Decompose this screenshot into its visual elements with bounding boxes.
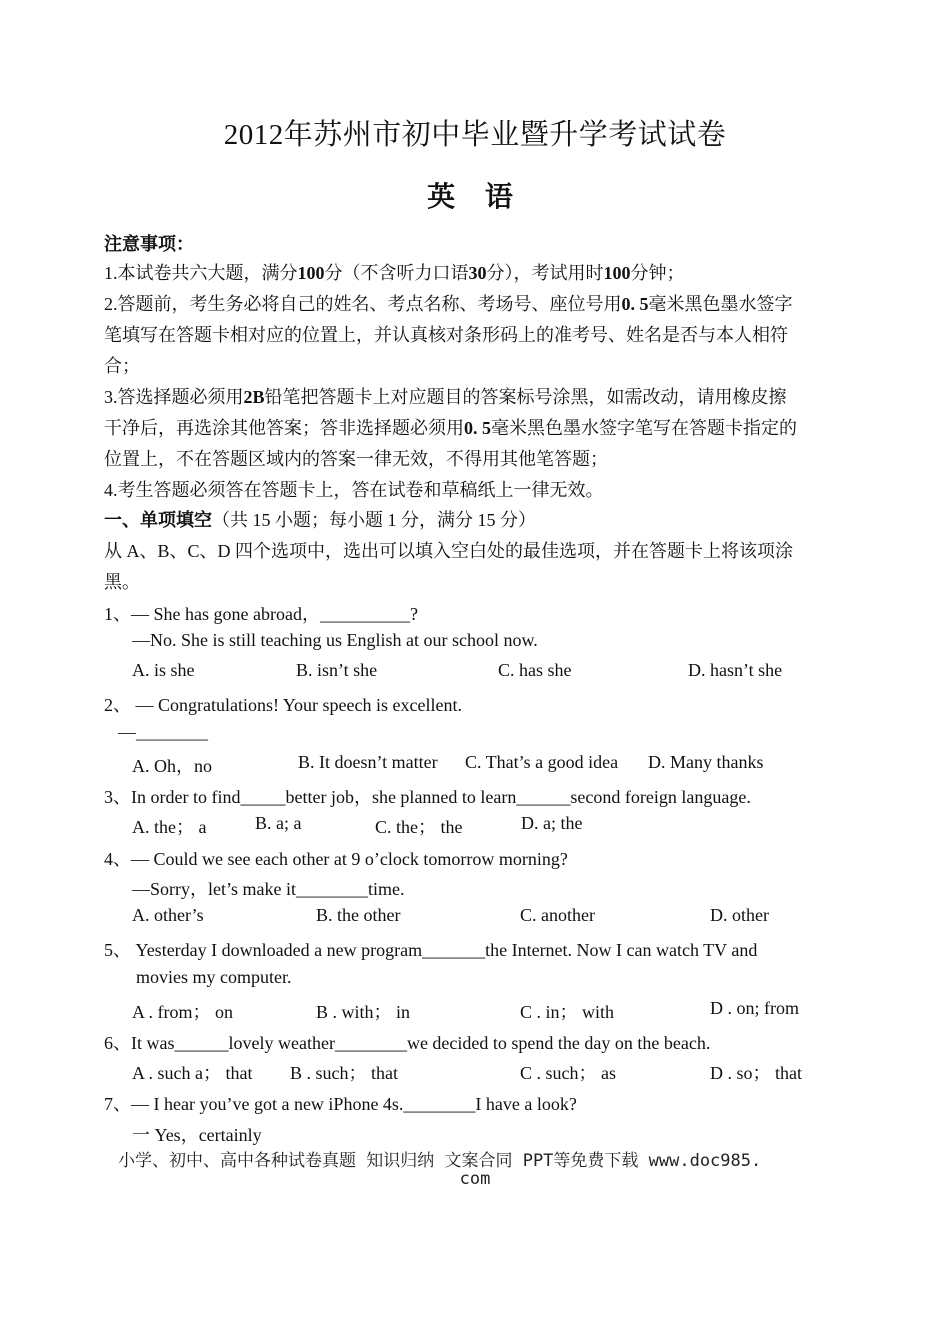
question-3-option-c: C. the； the [375, 817, 463, 837]
question-4-option-a: A. other’s [132, 905, 204, 925]
question-1-stem: 1、— She has gone abroad，__________? [104, 604, 418, 624]
note-2-line-3: 合； [104, 356, 140, 376]
note-2-line-2: 笔填写在答题卡相对应的位置上，并认真核对条形码上的准考号、姓名是否与本人相符 [104, 325, 788, 345]
section-1-instruction-line-2: 黑。 [104, 572, 140, 592]
question-4-option-d: D. other [710, 905, 769, 925]
footer-ad-line: 小学、初中、高中各种试卷真题 知识归纳 文案合同 PPT等免费下载 www.doc985. [118, 1151, 762, 1171]
question-1-reply: —No. She is still teaching us English at our school now. [132, 630, 538, 650]
question-4-reply: —Sorry，let’s make it________time. [132, 879, 405, 899]
note-2-line-1: 2.答题前，考生务必将自己的姓名、考点名称、考场号、座位号用0. 5毫米黑色墨水签字 [104, 294, 793, 314]
subject-title: 英 语 [427, 180, 523, 213]
question-2-option-d: D. Many thanks [648, 752, 764, 772]
question-2-option-b: B. It doesn’t matter [298, 752, 438, 772]
question-2-option-a: A. Oh，no [132, 756, 212, 776]
note-3-line-2: 干净后，再选涂其他答案；答非选择题必须用0. 5毫米黑色墨水签字笔写在答题卡指定的 [104, 418, 797, 438]
question-1-option-a: A. is she [132, 660, 195, 680]
note-4: 4.考生答题必须答在答题卡上，答在试卷和草稿纸上一律无效。 [104, 480, 604, 500]
section-1-instruction-line-1: 从 A、B、C、D 四个选项中，选出可以填入空白处的最佳选项，并在答题卡上将该项涂 [104, 541, 794, 561]
question-6-option-a: A . such a； that [132, 1063, 253, 1083]
question-4-stem: 4、— Could we see each other at 9 o’clock tomorrow morning? [104, 849, 568, 869]
note-3-line-1: 3.答选择题必须用2B铅笔把答题卡上对应题目的答案标号涂黑，如需改动，请用橡皮擦 [104, 387, 787, 407]
question-3-option-a: A. the； a [132, 817, 207, 837]
question-4-option-b: B. the other [316, 905, 401, 925]
question-5-option-a: A . from； on [132, 1002, 233, 1022]
question-5-option-c: C . in； with [520, 1002, 615, 1022]
question-1-option-c: C. has she [498, 660, 572, 680]
question-6-stem: 6、It was______lovely weather________we decided to spend the day on the beach. [104, 1033, 711, 1053]
footer-ad-line-2: com [459, 1169, 491, 1189]
notes-heading: 注意事项： [104, 234, 194, 254]
question-3-option-b: B. a; a [255, 813, 302, 833]
question-3-stem: 3、In order to find_____better job，she planned to learn______second foreign language. [104, 787, 751, 807]
question-1-option-d: D. hasn’t she [688, 660, 783, 680]
question-6-option-c: C . such； as [520, 1063, 616, 1083]
question-3-option-d: D. a; the [521, 813, 583, 833]
section-1-heading: 一、单项填空（共 15 小题；每小题 1 分，满分 15 分） [104, 510, 536, 530]
question-5-option-b: B . with； in [316, 1002, 411, 1022]
question-5-option-d: D . on; from [710, 998, 799, 1018]
note-3-line-3: 位置上，不在答题区域内的答案一律无效，不得用其他笔答题； [104, 449, 608, 469]
question-4-option-c: C. another [520, 905, 595, 925]
question-2-reply: —________ [118, 722, 208, 742]
question-7-reply: 一 Yes，certainly [132, 1125, 262, 1145]
exam-title: 2012年苏州市初中毕业暨升学考试试卷 [223, 119, 727, 151]
question-6-option-b: B . such； that [290, 1063, 398, 1083]
question-2-option-c: C. That’s a good idea [465, 752, 619, 772]
question-5-stem-continued: movies my computer. [136, 967, 292, 987]
question-2-stem: 2、 — Congratulations! Your speech is excellent. [104, 695, 462, 715]
question-1-option-b: B. isn’t she [296, 660, 378, 680]
question-7-stem: 7、— I hear you’ve got a new iPhone 4s.________I have a look? [104, 1094, 577, 1114]
question-6-option-d: D . so； that [710, 1063, 802, 1083]
note-1: 1.本试卷共六大题，满分100分（不含听力口语30分），考试用时100分钟； [104, 263, 685, 283]
question-5-stem: 5、 Yesterday I downloaded a new program_______the Internet. Now I can watch TV and [104, 940, 758, 960]
